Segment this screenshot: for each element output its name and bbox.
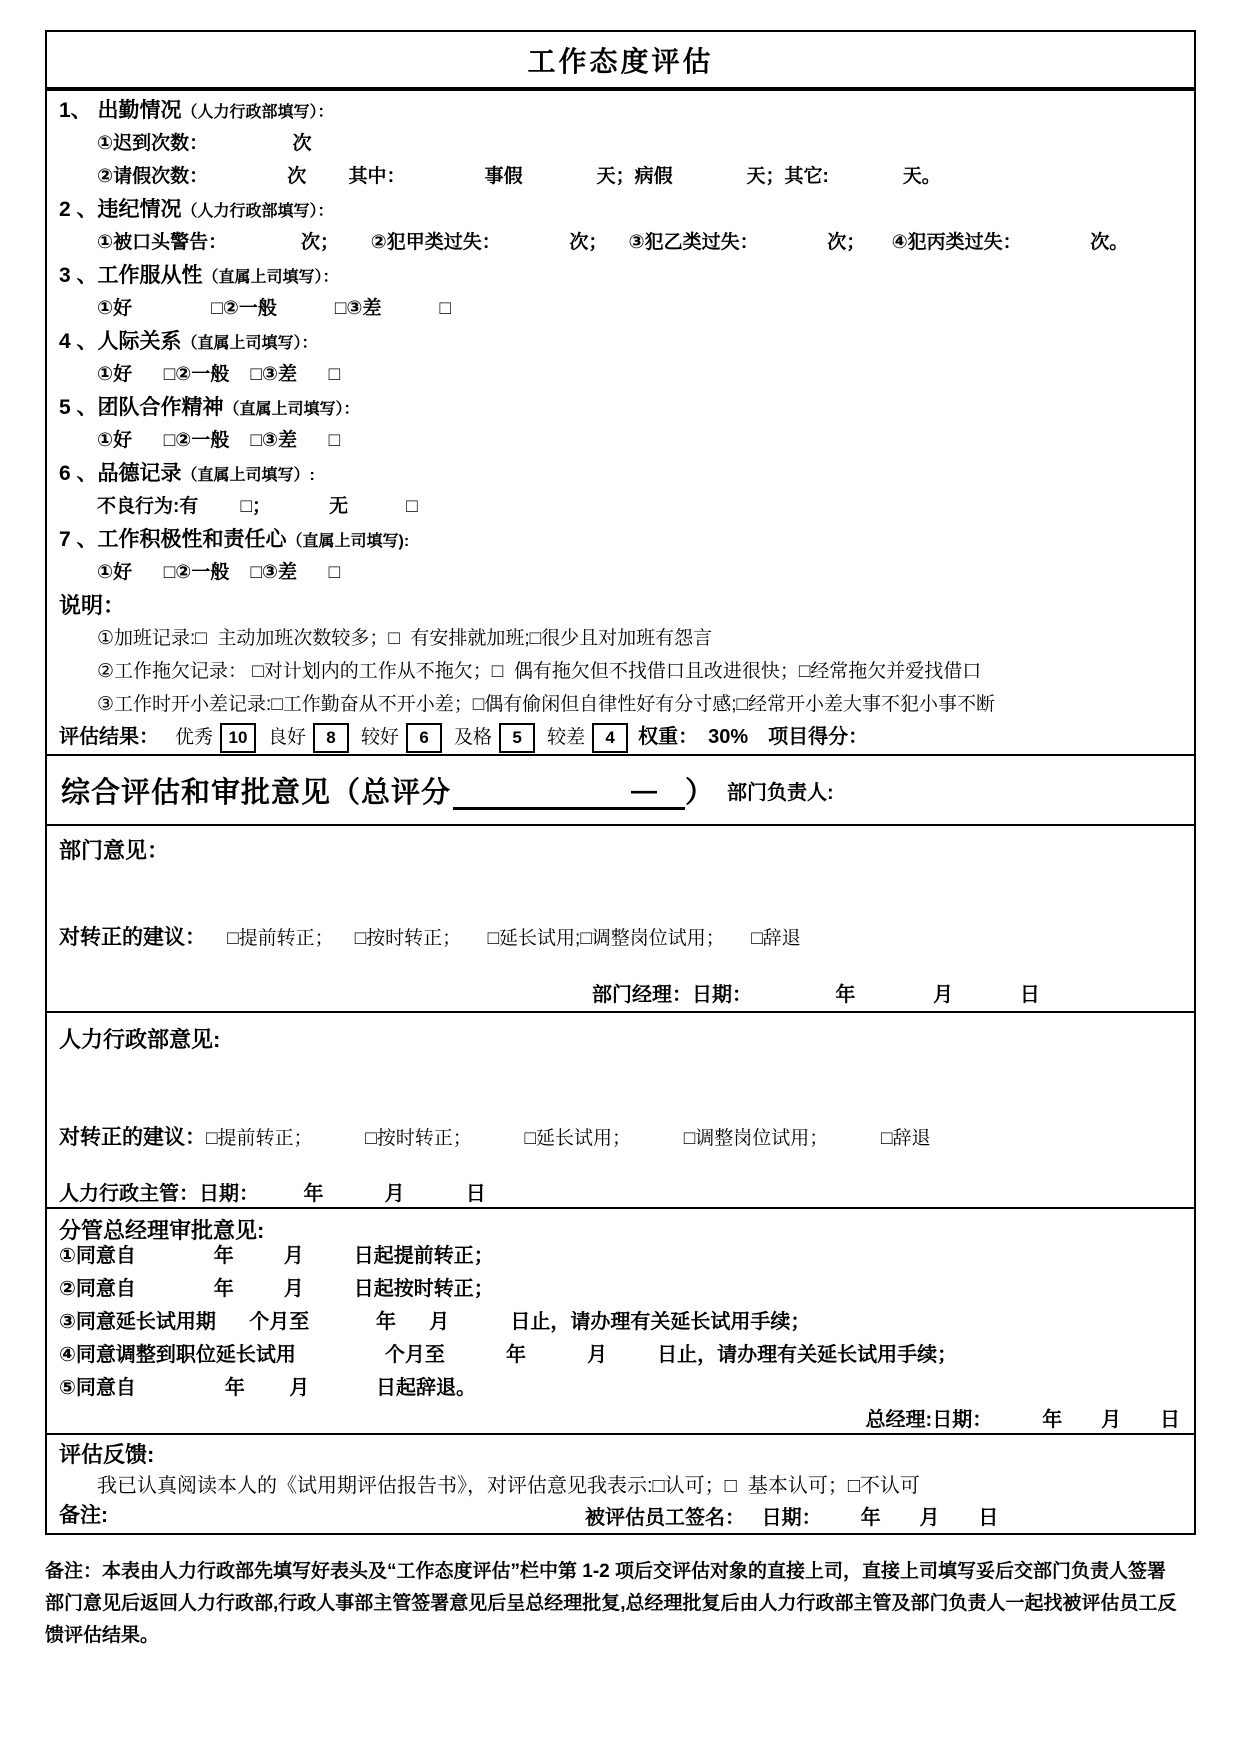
hr-suggestion-options[interactable]: □提前转正； □按时转正； □延长试用； □调整岗位试用； □辞退 <box>206 1128 931 1149</box>
remark-label[interactable]: 备注: <box>59 1504 108 1527</box>
hr-supervisor-sign-line[interactable]: 人力行政主管：日期： 年 月 日 <box>59 1183 486 1205</box>
item-7-note: （直属上司填写): <box>286 533 410 550</box>
grade-label-poor: 较差 <box>547 727 586 748</box>
item-3-title: 3 、工作服从性 <box>59 264 203 287</box>
evaluation-form-table <box>45 30 1196 1535</box>
item-6-note: （直属上司填写）: <box>181 467 315 484</box>
item-1-note: （人力行政部填写）： <box>181 104 334 121</box>
item-2-title: 2 、违纪情况 <box>59 198 182 221</box>
project-score-label[interactable]: 项目得分： <box>768 726 869 748</box>
summary-approval-row <box>47 756 1194 826</box>
item-3-options-line[interactable]: ①好 □②一般 □③差 □ <box>97 298 452 319</box>
item-5-title: 5 、团队合作精神 <box>59 396 224 419</box>
notes-heading: 说明： <box>59 593 126 618</box>
result-label: 评估结果： <box>59 726 159 748</box>
grade-label-excellent: 优秀 <box>175 727 214 748</box>
evaluation-result-row <box>47 721 1194 754</box>
work-attitude-section <box>47 91 1194 756</box>
summary-close-paren: ） <box>685 776 716 809</box>
department-opinion-section <box>47 826 1194 1013</box>
item-5-note: （直属上司填写）： <box>223 401 360 418</box>
footer-note <box>45 1556 1197 1652</box>
item-4-note: （直属上司填写）： <box>181 335 318 352</box>
form-title: 工作态度评估 <box>47 32 1194 91</box>
item-1-leave-count-line[interactable]: ②请假次数： 次 其中： 事假 天；病假 天；其它: 天。 <box>97 166 941 187</box>
item-2-heading <box>47 193 1194 226</box>
item-7-options-line[interactable]: ①好 □②一般 □③差 □ <box>97 562 341 583</box>
score-box-good[interactable]: 8 <box>313 723 349 753</box>
suggestion-options[interactable]: □提前转正； □按时转正； □延长试用;□调整岗位试用； □辞退 <box>206 928 801 949</box>
item-7-heading <box>47 523 1194 556</box>
item-5-options-line[interactable]: ①好 □②一般 □③差 □ <box>97 430 341 451</box>
gm-sign-line[interactable]: 总经理:日期： 年 月 日 <box>865 1409 1180 1431</box>
score-box-pass[interactable]: 5 <box>499 723 535 753</box>
item-6-options-line[interactable]: 不良行为:有 □； 无 □ <box>97 496 418 517</box>
department-manager-sign-line[interactable]: 部门经理：日期： 年 月 日 <box>592 984 1040 1006</box>
gm-option-4[interactable]: ④同意调整到职位延长试用 个月至 年 月 日止，请办理有关延长试用手续； <box>59 1344 958 1366</box>
feedback-section <box>47 1435 1194 1533</box>
department-head-label[interactable]: 部门负责人: <box>727 781 834 804</box>
item-2-note: （人力行政部填写）： <box>181 203 334 220</box>
grade-label-good: 良好 <box>268 727 307 748</box>
hr-suggestion-line[interactable] <box>59 1121 931 1151</box>
item-1-heading <box>47 94 1194 127</box>
employee-sign-line[interactable]: 被评估员工签名： 日期： 年 月 日 <box>585 1507 999 1529</box>
item-4-title: 4 、人际关系 <box>59 330 182 353</box>
item-7-title: 7 、工作积极性和责任心 <box>59 528 287 551</box>
weight-value: 30% <box>708 726 749 748</box>
item-1-title: 1、 出勤情况 <box>59 99 182 122</box>
gm-option-1[interactable]: ①同意自 年 月 日起提前转正； <box>59 1245 494 1267</box>
summary-heading: 综合评估和审批意见（总评分 <box>61 776 452 809</box>
gm-approval-section <box>47 1209 1194 1435</box>
footer-note-line-3: 馈评估结果。 <box>45 1625 160 1646</box>
gm-option-2[interactable]: ②同意自 年 月 日起按时转正； <box>59 1278 494 1300</box>
item-2-violation-line[interactable]: ①被口头警告： 次； ②犯甲类过失： 次； ③犯乙类过失： 次； ④犯丙类过失： 次。 <box>97 232 1129 253</box>
note-delay-line[interactable]: ②工作拖欠记录： □对计划内的工作从不拖欠；□ 偶有拖欠但不找借口且改进很快；□经常拖欠并爱找借口 <box>97 661 982 682</box>
grade-label-pass: 及格 <box>454 727 493 748</box>
gm-option-3[interactable]: ③同意延长试用期 个月至 年 月 日止，请办理有关延长试用手续； <box>59 1311 811 1333</box>
footer-note-line-1: 备注：本表由人力行政部先填写好表头及“工作态度评估”栏中第 1-2 项后交评估对象的直接上司，直接上司填写妥后交部门负责人签署 <box>45 1561 1167 1582</box>
footer-note-line-2: 部门意见后返回人力行政部,行政人事部主管签署意见后呈总经理批复,总经理批复后由人力行政部主管及部门负责人一起找被评估员工反 <box>45 1593 1177 1614</box>
score-box-poor[interactable]: 4 <box>592 723 628 753</box>
item-3-note: （直属上司填写）： <box>202 269 339 286</box>
item-3-heading <box>47 259 1194 292</box>
note-slack-line[interactable]: ③工作时开小差记录:□工作勤奋从不开小差；□偶有偷闲但自律性好有分寸感;□经常开小差大事不犯小事不断 <box>97 694 996 715</box>
suggestion-label: 对转正的建议： <box>59 926 206 949</box>
feedback-title: 评估反馈: <box>59 1442 155 1467</box>
grade-label-fair: 较好 <box>361 727 400 748</box>
note-overtime-line[interactable]: ①加班记录:□ 主动加班次数较多；□ 有安排就加班;□很少且对加班有怨言 <box>97 628 713 649</box>
weight-label: 权重： <box>638 726 699 748</box>
blank-dash: — <box>631 775 658 805</box>
item-6-title: 6 、品德记录 <box>59 462 182 485</box>
gm-option-5[interactable]: ⑤同意自 年 月 日起辞退。 <box>59 1377 476 1399</box>
item-5-heading <box>47 391 1194 424</box>
hr-suggestion-label: 对转正的建议： <box>59 1126 206 1149</box>
item-6-heading <box>47 457 1194 490</box>
item-4-heading <box>47 325 1194 358</box>
hr-opinion-title[interactable]: 人力行政部意见: <box>59 1027 221 1052</box>
score-box-fair[interactable]: 6 <box>406 723 442 753</box>
department-suggestion-line[interactable] <box>59 921 801 951</box>
total-score-blank[interactable] <box>453 770 685 810</box>
hr-opinion-section <box>47 1013 1194 1209</box>
item-1-late-count-line[interactable]: ①迟到次数： 次 <box>97 133 312 154</box>
gm-approval-title: 分管总经理审批意见: <box>59 1218 265 1243</box>
score-box-excellent[interactable]: 10 <box>220 723 256 753</box>
feedback-acknowledge-line[interactable]: 我已认真阅读本人的《试用期评估报告书》，对评估意见我表示:□认可；□ 基本认可；□不认可 <box>97 1475 920 1497</box>
item-4-options-line[interactable]: ①好 □②一般 □③差 □ <box>97 364 341 385</box>
department-opinion-title[interactable]: 部门意见： <box>59 838 170 863</box>
